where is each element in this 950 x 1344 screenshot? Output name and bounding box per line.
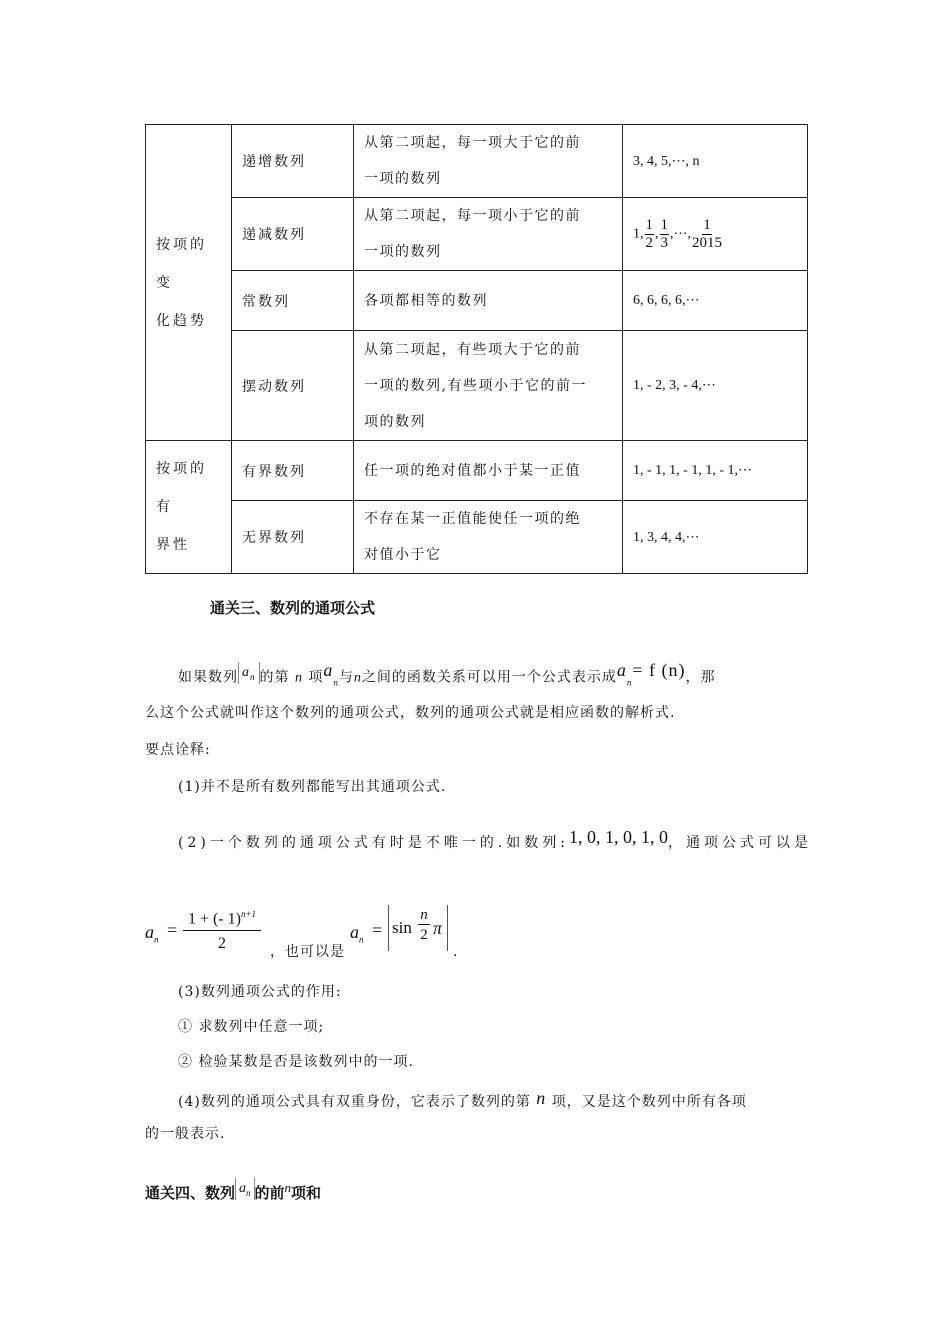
note-3: (3)数列通项公式的作用: [178,984,342,1000]
formula-fraction-2: n 2 [418,906,430,945]
fraction: $\frac{1}{2015}$ [692,216,722,251]
table-row [146,198,808,271]
sequence-type-description: 任一项的绝对值都小于某一正值 [354,441,623,501]
sequence-type-name: 有界数列 [232,441,354,501]
note-4: (4)数列的通项公式具有双重身份，它表示了数列的第 n 项，又是这个数列中所有各项 [178,1088,747,1110]
note-3-item-1: ① 求数列中任意一项; [178,1019,325,1035]
fraction: $\frac{1}{3}$ [660,216,668,251]
sequence-notation: $a_n$ [235,1178,255,1200]
pi-symbol: π [433,918,443,938]
section-heading: 通关四、数列 $a_n$ 的前n项和 [145,1180,322,1202]
sequence-type-name: 常数列 [232,271,354,331]
table-row [146,441,808,501]
sequence-example: 1, - 1, 1, - 1, 1, - 1,⋯ [623,441,808,501]
sequence-type-name: 递减数列 [232,198,354,271]
sequence-type-description: 不存在某一正值能使任一项的绝 对值小于它 [354,501,623,574]
formula-lhs-1: $a_n$ [145,922,159,945]
formula-fraction-1: 1 + (- 1)$^{n+1}$ 2 [183,903,261,957]
note-4-line-2: 的一般表示. [145,1126,226,1142]
equals-sign: = [372,920,383,940]
formula-connector: ，也可以是 [270,944,345,960]
note-3-item-2: ② 检验某数是否是该数列中的一项. [178,1054,414,1070]
sequence-example: 1, $\frac{1}{2}$ , $\frac{1}{3}$ ,⋯, $\frac{1}{2015}$ [623,198,808,271]
sequence-example: 3, 4, 5,⋯, n [623,125,808,198]
sequence-type-description: 各项都相等的数列 [354,271,623,331]
absolute-value-bar-left [388,905,389,951]
sequence-example: 1, - 2, 3, - 4,⋯ [623,331,808,441]
sequence-example: 6, 6, 6, 6,⋯ [623,271,808,331]
formula-lhs-2: $a_n$ [350,922,364,945]
sequence-type-description: 从第二项起，每一项大于它的前 一项的数列 [354,125,623,198]
paragraph-line: 如果数列 $a_n$ 的第 n 项$a_n$与n之间的函数关系可以用一个公式表示成$a_n= f$ (n)，那 [178,660,716,688]
paragraph-line: 么这个公式就叫作这个数列的通项公式，数列的通项公式就是相应函数的解析式. [145,705,676,721]
note-2: (2)一个数列的通项公式有时是不唯一的.如数列:1, 0, 1, 0, 1, 0，通项公式可以是 [178,827,812,851]
table-row [146,331,808,441]
fraction: $\frac{1}{2}$ [645,216,653,251]
formula-period: . [453,944,459,960]
sequence-type-name: 递增数列 [232,125,354,198]
sequence-type-description: 从第二项起，每一项小于它的前 一项的数列 [354,198,623,271]
sequence-type-name: 摆动数列 [232,331,354,441]
note-1: (1)并不是所有数列都能写出其通项公式. [178,779,447,795]
table-row [146,271,808,331]
sequence-classification-table [145,124,808,574]
section-heading: 通关三、数列的通项公式 [210,599,376,617]
table-row [146,125,808,198]
sequence-example: 1, 3, 4, 4,⋯ [623,501,808,574]
sequence-type-name: 无界数列 [232,501,354,574]
category-cell: 按项的有 界性 [146,441,232,574]
sequence-notation: $a_n$ [238,662,260,684]
category-cell: 按项的变 化趋势 [146,125,232,441]
absolute-value-bar-right [447,905,448,951]
notes-title: 要点诠释: [145,742,211,758]
sequence-type-description: 从第二项起，有些项大于它的前 一项的数列,有些项小于它的前一 项的数列 [354,331,623,441]
sin-function: sin [392,918,412,937]
table-row [146,501,808,574]
equals-sign: = [167,920,178,940]
